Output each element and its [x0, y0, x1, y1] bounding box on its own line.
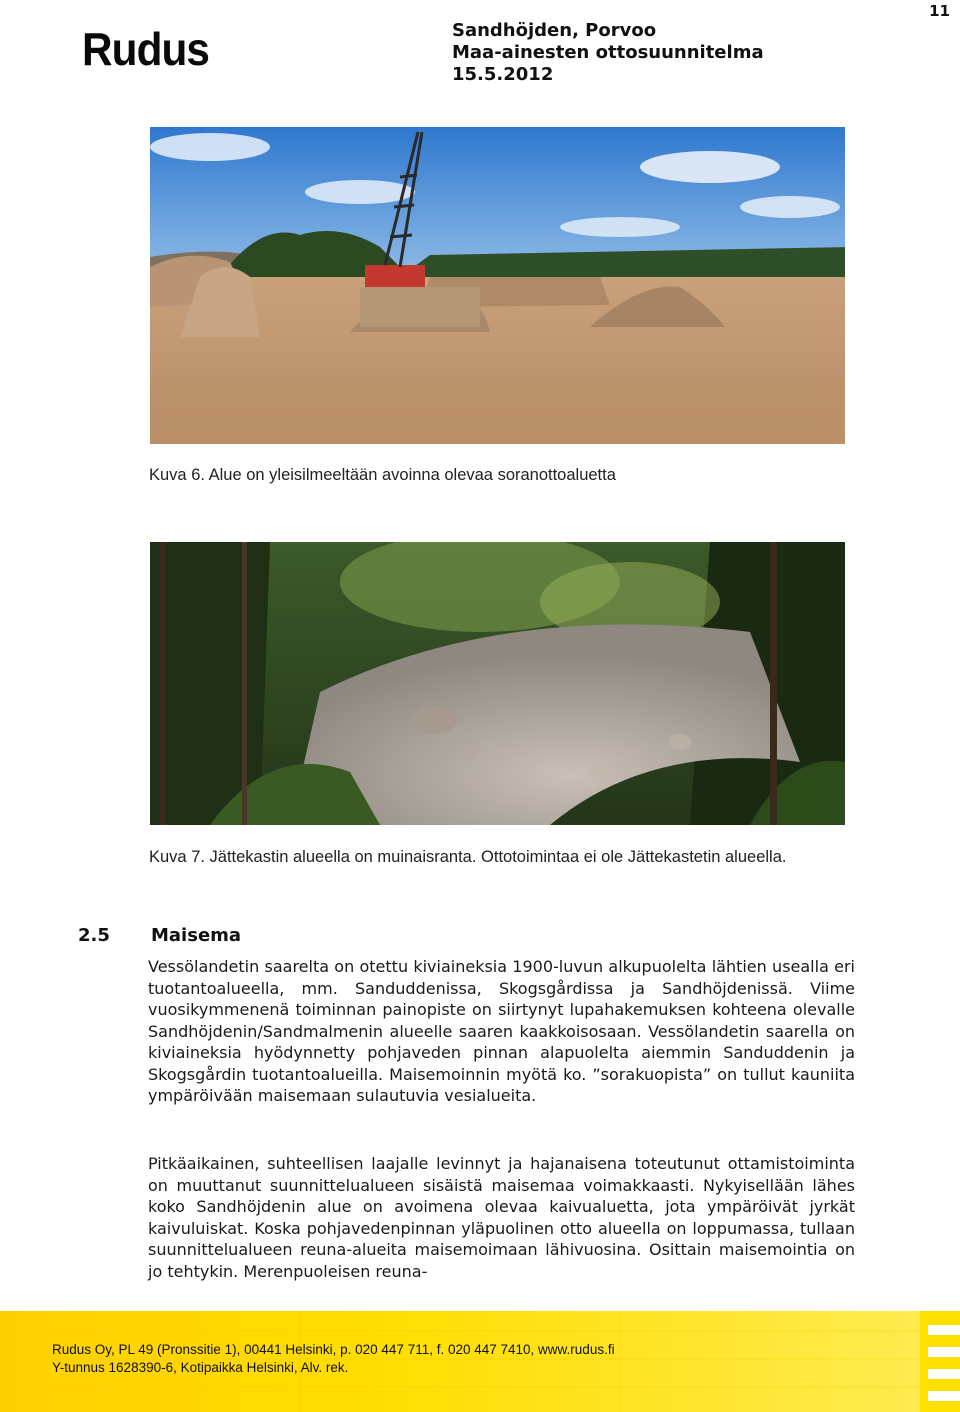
- footer-registration: Y-tunnus 1628390-6, Kotipaikka Helsinki, Alv. rek.: [52, 1360, 349, 1375]
- gravel-pit-photo: [150, 127, 845, 444]
- figure-6-caption: Kuva 6. Alue on yleisilmeeltään avoinna olevaa soranottoaluetta: [149, 466, 616, 484]
- header-date: 15.5.2012: [452, 64, 554, 85]
- ancient-shoreline-photo: [150, 542, 845, 825]
- section-title: Maisema: [151, 925, 242, 946]
- header-location: Sandhöjden, Porvoo: [452, 20, 657, 41]
- footer-contact: [52, 1341, 615, 1377]
- landscape-paragraph-1: Vessölandetin saarelta on otettu kiviaineksia 1900-luvun alkupuolelta lähtien usealla eri tuotantoalueella, mm. Sanduddenissa, Skogsgårdissa ja Sandhöjdenissä. Viime vuosikymmenenä toiminnan painopiste on siirtynyt lupahakemuksen kohteena olevalle Sandhöjdenin/Sandmalmenin alueelle saaren kaakkoisosaan. Vessölandetin saarella on kiviaineksia hyödynnetty pohjaveden pinnan alapuolelta aiemmin Sanduddenin ja Skogsgårdin tuotantoalueilla. Maisemoinnin myötä ko. ”sorakuopista” on tullut kauniita ympäröivään maisemaan sulautuvia vesialueita.: [148, 957, 855, 1105]
- footer-brand-mark-icon: [920, 1311, 960, 1412]
- footer-address: Rudus Oy, PL 49 (Pronssitie 1), 00441 Helsinki, p. 020 447 711, f. 020 447 7410, www.rudus.fi: [52, 1342, 615, 1357]
- document-header: [452, 20, 764, 86]
- section-number: 2.5: [78, 925, 110, 946]
- section-heading: [78, 925, 241, 946]
- header-plan-title: Maa-ainesten ottosuunnitelma: [452, 42, 764, 63]
- figure-7-caption: Kuva 7. Jättekastin alueella on muinaisranta. Ottotoimintaa ei ole Jättekastetin alueella.: [149, 848, 787, 866]
- rudus-logo: Rudus: [82, 23, 210, 75]
- page-number: 11: [929, 2, 950, 20]
- landscape-paragraph-2: Pitkäaikainen, suhteellisen laajalle levinnyt ja hajanaisena toteutunut ottamistoiminta on muuttanut suunnittelualueen sisäistä maisemaa voimakkaasti. Nykyisellään lähes koko Sandhöjdenin alue on avoimena olevaa kaivualuetta, jota ympäröivät jyrkät kaivuluiskat. Koska pohjavedenpinnan yläpuolinen otto alueella on loppumassa, tullaan suunnittelualueen reuna-alueita maisemoimaan lähivuosina. Osittain maisemointia on jo tehtykin. Merenpuoleisen reuna-: [148, 1154, 855, 1281]
